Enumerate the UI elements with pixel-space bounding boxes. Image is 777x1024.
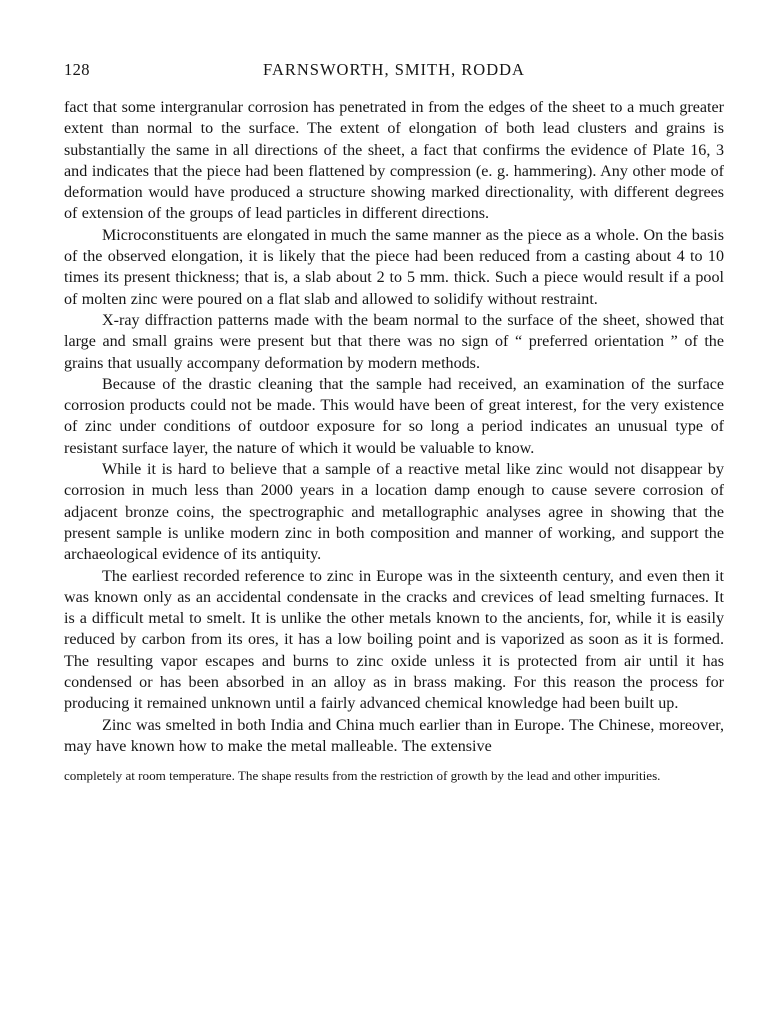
paragraph-reactive-metal: While it is hard to believe that a sample of a reactive metal like zinc would not disappear by corrosion in much less than 2000 years in a location damp enough to cause severe corrosion of adjacent bronze coins, the spectrographic and metallographic analyses agree in showing that the present sample is unlike modern zinc in both composition and manner of working, and support the archaeological evidence of its antiquity. — [64, 461, 724, 564]
page — [64, 60, 724, 785]
paragraph-surface-corrosion: Because of the drastic cleaning that the sample had received, an examination of the surface corrosion products could not be made. This would have been of great interest, for the very existence of zinc under conditions of outdoor exposure for so long a period indicates an unusual type of resistant surface layer, the nature of which it would be valuable to know. — [64, 375, 724, 457]
paragraph-x-ray-diffraction: X-ray diffraction patterns made with the beam normal to the surface of the sheet, showed that large and small grains were present but that there was no sign of “ preferred orientation ” of the grains that usually accompany deformation by modern methods. — [64, 311, 724, 372]
paragraph-microconstituents: Microconstituents are elongated in much the same manner as the piece as a whole. On the basis of the observed elongation, it is likely that the piece had been reduced from a casting about 4 to 10 times its present thickness; that is, a slab about 2 to 5 mm. thick. Such a piece would result if a pool of molten zinc were poured on a flat slab and allowed to solidify without restraint. — [64, 226, 724, 308]
page-header — [64, 60, 724, 84]
page-number: 128 — [64, 60, 90, 79]
body-text — [64, 97, 724, 757]
paragraph-earliest-reference: The earliest recorded reference to zinc in Europe was in the sixteenth century, and even then it was known only as an accidental condensate in the cracks and crevices of lead smelting furnaces. It is a difficult metal to smelt. It is unlike the other metals known to the ancients, for, while it is easily reduced by carbon from its ores, it has a low boiling point and is vaporized as soon as it is formed. The resulting vapor escapes and burns to zinc oxide unless it is protected from air until it has condensed or has been absorbed in an alloy as in brass making. For this reason the process for producing it remained unknown until a fairly advanced chemical knowledge had been built up. — [64, 567, 724, 713]
footnote: completely at room temperature. The shape results from the restriction of growth by the lead and other impurities. — [64, 768, 661, 784]
paragraph-continued: fact that some intergranular corrosion has penetrated in from the edges of the sheet to a much greater extent than normal to the surface. The extent of elongation of both lead clusters and grains is substantially the same in all directions of the sheet, a fact that confirms the evidence of Plate 16, 3 and indicates that the piece had been flattened by compression (e. g. hammering). Any other mode of deformation would have produced a structure showing marked directionality, with different degrees of extension of the groups of lead particles in different directions. — [64, 99, 724, 223]
running-head: FARNSWORTH, SMITH, RODDA — [263, 60, 525, 79]
paragraph-india-china: Zinc was smelted in both India and China much earlier than in Europe. The Chinese, moreover, may have known how to make the metal malleable. The extensive — [64, 716, 724, 755]
